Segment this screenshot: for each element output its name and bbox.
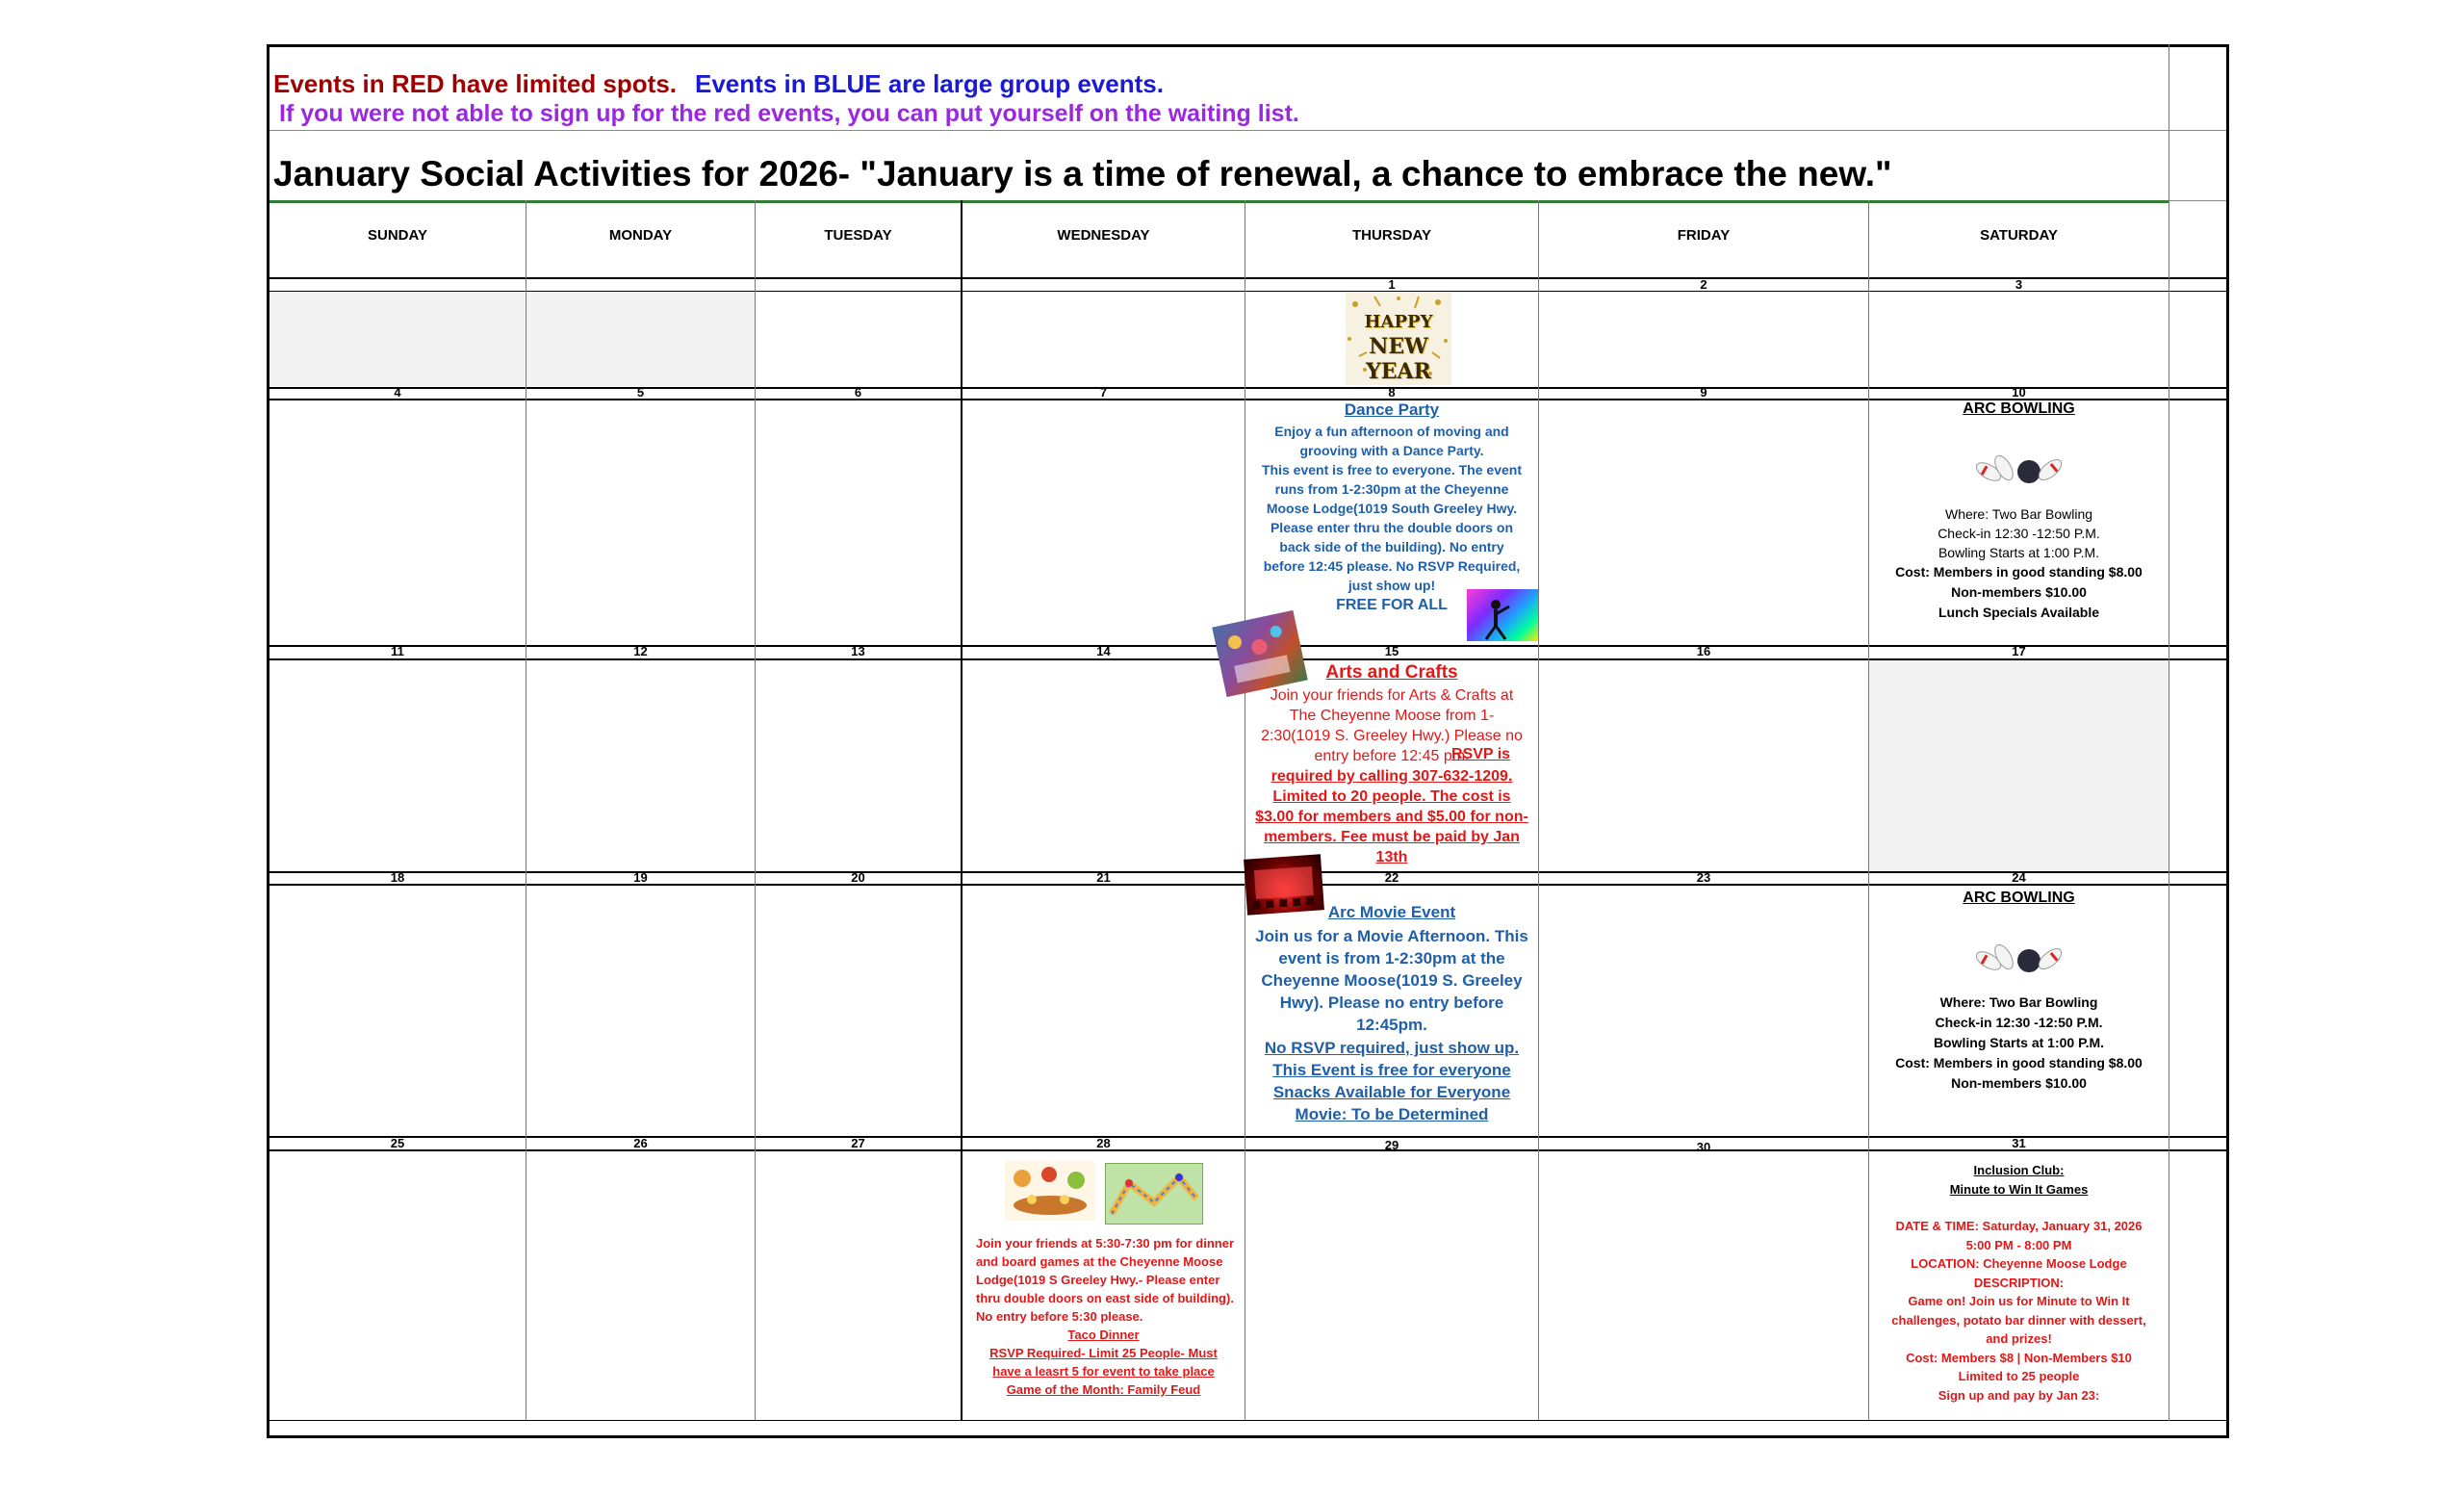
empty-cell	[526, 293, 755, 386]
date-number: 4	[394, 385, 401, 400]
date-number: 27	[851, 1136, 865, 1150]
date-number: 15	[1384, 644, 1399, 658]
dance-party-title: Dance Party	[1344, 400, 1440, 419]
day-friday: FRIDAY	[1677, 227, 1731, 244]
date-number: 20	[851, 870, 865, 885]
col-line	[755, 200, 756, 1420]
new-year-line-1: HAPPY	[1364, 312, 1433, 332]
arts-crafts-title: Arts and Crafts	[1325, 662, 1458, 683]
divider	[270, 130, 2226, 131]
date-number: 5	[636, 385, 645, 400]
date-number: 17	[2012, 644, 2026, 658]
date-number: 10	[2012, 385, 2026, 400]
day-thursday: THURSDAY	[1352, 227, 1431, 244]
dinner-image	[1005, 1161, 1095, 1221]
date-number: 16	[1696, 644, 1711, 658]
date-number: 2	[1700, 277, 1707, 292]
legend-waitlist-text: If you were not able to sign up for the red events, you can put yourself on the waiting list.	[279, 100, 1299, 127]
date-number: 30	[1696, 1140, 1711, 1154]
dance-party-body: Enjoy a fun afternoon of moving and grooving with a Dance Party. This event is free to everyone. The event runs from 1-2:30pm at the Cheyenne Moose Lodge(1019 South Greeley Hwy. Please enter thru the double doors on back side of the building). No entry before 12:45 please. No RSVP Required, just show up!	[1262, 424, 1522, 593]
date-number: 11	[391, 644, 404, 658]
happy-new-year-image	[1346, 293, 1451, 385]
row-line	[270, 1420, 2226, 1421]
date-number: 14	[1096, 644, 1111, 658]
date-number: 9	[1700, 385, 1707, 400]
date-number: 13	[851, 644, 865, 658]
legend-blue-text: Events in BLUE are large group events.	[695, 69, 1164, 98]
date-number: 31	[2012, 1136, 2026, 1150]
bowling-10-body: Where: Two Bar Bowling Check-in 12:30 -12:50 P.M. Bowling Starts at 1:00 P.M.	[1938, 506, 2100, 560]
date-number: 22	[1384, 870, 1399, 885]
date-number: 26	[633, 1136, 648, 1150]
empty-cell	[1869, 660, 2169, 870]
day-saturday: SATURDAY	[1980, 227, 2058, 244]
movie-extra: No RSVP required, just show up. This Event is free for everyone Snacks Available for Everyone Movie: To be Determined	[1264, 1039, 1520, 1123]
col-line	[1538, 200, 1539, 1420]
bowling-pins-icon	[1973, 938, 2066, 978]
arts-crafts-rsvp-lead: RSVP is	[1451, 746, 1511, 762]
new-year-line-2: NEW YEAR	[1366, 334, 1431, 384]
empty-cell	[270, 293, 526, 386]
day-sunday: SUNDAY	[368, 227, 427, 244]
bowling-24-body: Where: Two Bar Bowling Check-in 12:30 -12:50 P.M. Bowling Starts at 1:00 P.M. Cost: Members in good standing $8.00 Non-members $10.00	[1895, 994, 2143, 1091]
day-monday: MONDAY	[608, 227, 673, 244]
date-number: 1	[1388, 277, 1396, 292]
date-number: 3	[2015, 277, 2023, 292]
inclusion-club-body: DATE & TIME: Saturday, January 31, 2026 5:00 PM - 8:00 PM LOCATION: Cheyenne Moose Lodge DESCRIPTION: Game on! Join us for Minute to Win It challenges, potato bar dinner with dessert, and prizes! Cost: Members $8 | Non-Members $10 Limited to 25 people Sign up and pay by Jan 23:	[1891, 1219, 2146, 1403]
date-number: 7	[1099, 385, 1108, 400]
date-number: 6	[854, 385, 862, 400]
arts-crafts-rsvp: required by calling 307-632-1209. Limited to 20 people. The cost is $3.00 for members and $5.00 for non- members. Fee must be paid by Jan 13th	[1255, 768, 1528, 865]
date-number: 19	[633, 870, 648, 885]
dance-party-free: FREE FOR ALL	[1336, 597, 1448, 613]
date-number: 12	[633, 644, 648, 658]
divider	[2169, 200, 2226, 201]
date-number: 18	[390, 870, 405, 885]
page-title: January Social Activities for 2026- "January is a time of renewal, a chance to embrace the new."	[273, 154, 1892, 193]
day-tuesday: TUESDAY	[824, 227, 892, 244]
title-underline	[270, 200, 2169, 203]
board-game-image	[1105, 1163, 1203, 1225]
bowling-pins-icon	[1973, 449, 2066, 489]
game-night-body: Join your friends at 5:30-7:30 pm for dinner and board games at the Cheyenne Moose Lodge(1019 S Greeley Hwy.- Please enter thru double doors on east side of building). No entry before 5:30 please.	[976, 1236, 1234, 1324]
movie-body: Join us for a Movie Afternoon. This event is from 1-2:30pm at the Cheyenne Moose(1019 S. Greeley Hwy). Please no entry before 12:45pm.	[1255, 927, 1528, 1034]
date-number: 24	[2012, 870, 2026, 885]
board-game-icon	[1106, 1164, 1202, 1224]
date-number: 29	[1384, 1138, 1399, 1152]
date-number: 25	[390, 1136, 405, 1150]
arts-crafts-body: Join your friends for Arts & Crafts at The Cheyenne Moose from 1- 2:30(1019 S. Greeley Hwy.) Please no entry before 12:45 pm.	[1261, 687, 1523, 764]
date-number: 23	[1696, 870, 1711, 885]
dancer-icon	[1467, 589, 1538, 641]
inclusion-club-title: Inclusion Club: Minute to Win It Games	[1949, 1163, 2089, 1197]
date-number: 8	[1388, 385, 1396, 400]
bowling-10-title: ARC BOWLING	[1963, 400, 2075, 417]
day-wednesday: WEDNESDAY	[1057, 227, 1150, 244]
date-number: 28	[1096, 1136, 1111, 1150]
dancer-image	[1467, 589, 1538, 641]
bowling-24-title: ARC BOWLING	[1963, 890, 2075, 906]
legend-red-text: Events in RED have limited spots.	[273, 69, 677, 98]
food-icon	[1005, 1161, 1095, 1221]
game-night-extra: Taco Dinner RSVP Required- Limit 25 People- Must have a leasrt 5 for event to take place Game of the Month: Family Feud	[989, 1328, 1218, 1397]
bowling-10-cost: Cost: Members in good standing $8.00 Non-members $10.00 Lunch Specials Available	[1895, 564, 2143, 620]
date-number: 21	[1096, 870, 1111, 885]
movie-title: Arc Movie Event	[1327, 903, 1456, 921]
